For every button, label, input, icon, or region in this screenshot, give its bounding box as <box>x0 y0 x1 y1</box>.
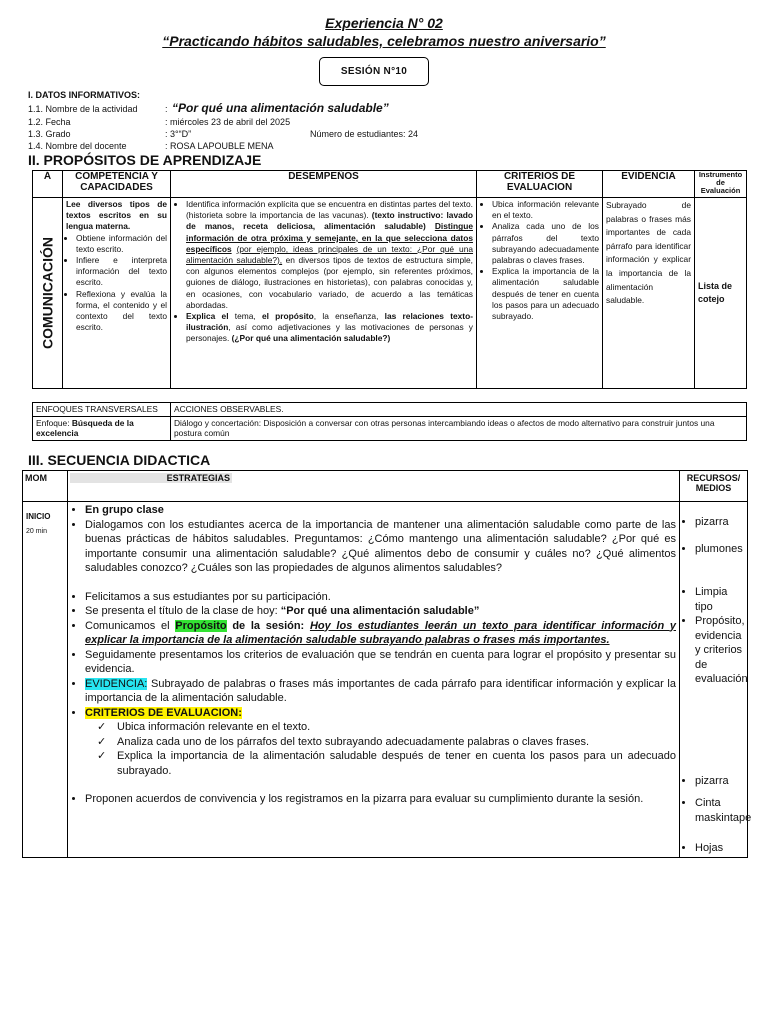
desempeno-item <box>186 311 473 345</box>
desempeno1-text-c: Distingue información de otra próxima y semejante, en la que selecciona datos específicos <box>186 221 473 254</box>
datos-label-grade: 1.3. Grado <box>28 129 71 139</box>
criterios-cell <box>477 198 603 389</box>
desempeno1-text-b: (texto instructivo: lavado de manos, receta deliciosa, alimentación saludable) <box>186 210 473 232</box>
desempeno1-text-e: en diversos tipos de textos de estructura simple, con algunos elementos complejos (por ejemplo, sin referentes próximos, guiones de diálogo, ilustraciones en historietas), con palabras conocidas y, en ocasiones, con vocabulario variado, de acuerdo a las temáticas abordadas. <box>186 255 473 310</box>
desempeno1-text-d: (por ejemplo, ideas principales de un texto: ¿Por qué una alimentación saludable?), <box>186 243 474 266</box>
enfoques-row <box>33 416 747 440</box>
datos-students: Número de estudiantes: 24 <box>310 129 419 139</box>
capacidad-item: • Reflexiona y evalúa la forma, el contenido y el contexto del texto escrito. <box>76 289 167 334</box>
p4-sesion: de la sesión: <box>232 619 305 632</box>
check-item: ✓ Explica la importancia de la alimentación saludable después de tener en cuenta los pasos para un adecuado subrayado. <box>117 749 676 778</box>
criterio-item: • Analiza cada uno de los párrafos del texto subrayando adecuadamente palabras o claves frases. <box>492 221 599 266</box>
capacidad-item: • Obtiene información del texto escrito. <box>76 233 167 255</box>
strategy-item: • Dialogamos con los estudiantes acerca de la importancia de mantener una alimentación saludable como parte de las buenas prácticas de hábitos saludables. Preguntamos: ¿Cómo mantengo una alimentación saludable? ¿Por qué es importante consumir una alimentación saludable? ¿Qué alimentos debo de consumir y cuáles no? ¿Qué alimentos saludables conozco? ¿Cuáles son las propiedades de algunos alimentos saludables? <box>85 518 676 576</box>
session-badge: SESIÓN N°10 <box>319 57 429 86</box>
secuencia-heading: III. SECUENCIA DIDACTICA <box>28 452 211 468</box>
datos-label-teacher: 1.4. Nombre del docente <box>28 141 127 151</box>
area-name: COMUNICACIÓN <box>38 237 55 349</box>
resource-item: • pizarra <box>695 515 744 530</box>
propositos-row <box>33 198 747 389</box>
desempeno-item <box>186 199 473 311</box>
strategy-item: • Proponen acuerdos de convivencia y los registramos en la pizarra para evaluar su cumplimiento durante la sesión. <box>85 792 676 807</box>
moment-time: 20 min <box>26 527 48 535</box>
competencia-cell <box>63 198 171 389</box>
moment-label: INICIO <box>26 512 51 521</box>
datos-label-activity: 1.1. Nombre de la actividad <box>28 104 138 114</box>
check-item: ✓ Analiza cada uno de los párrafos del texto subrayando adecuadamente palabras o claves frases. <box>117 735 676 750</box>
desempeno2-text-d: , la enseñanza, <box>313 311 379 322</box>
col-estrategias-cell <box>68 471 680 502</box>
propositos-header-row <box>33 171 747 198</box>
propositos-heading: II. PROPÓSITOS DE APRENDIZAJE <box>28 152 262 168</box>
instrumento-cell: Lista de cotejo <box>695 198 747 389</box>
col-instrumento: Instrumento de Evaluación <box>695 171 747 198</box>
desempenos-cell <box>171 198 477 389</box>
col-recursos: RECURSOS/ MEDIOS <box>680 471 748 502</box>
criterio-item: • Explica la importancia de la alimentación saludable después de tener en cuenta los pasos para un adecuado subrayado. <box>492 266 599 322</box>
desempeno2-text-e: las relaciones texto-ilustración <box>186 311 473 333</box>
p4-purpose-text: Hoy los estudiantes leerán un texto para identificar información y explicar la importancia de la alimentación saludable subrayando palabras o frases más importantes. <box>85 619 676 646</box>
resource-item: • plumones <box>695 542 744 557</box>
check-item: ✓ Ubica información relevante en el texto. <box>117 720 676 735</box>
desempeno1-text-a: Identifica información explícita que se encuentra en distintas partes del texto. (historieta sobre la importancia de las vacunas). <box>186 199 473 221</box>
p7-criterios: CRITERIOS DE EVALUACION: <box>85 706 242 719</box>
strategy-item <box>85 677 676 706</box>
p6-text: Subrayado de palabras o frases más importantes de cada párrafo para identificar información y explicar la importancia de la alimentación saludable. <box>85 677 676 704</box>
col-desempenos: DESEMPEÑOS <box>171 171 477 198</box>
enfoque-cell <box>33 416 171 440</box>
criterio-item: • Ubica información relevante en el texto. <box>492 199 599 221</box>
strategy-item <box>85 604 676 619</box>
desempeno2-text-g: (¿Por qué una alimentación saludable?) <box>231 333 391 344</box>
enfoques-header-row <box>33 403 747 417</box>
strategy-item <box>85 619 676 648</box>
moment-cell <box>23 502 68 858</box>
resource-item: • Propósito, evidencia y criterios de evaluación <box>695 614 744 687</box>
resource-item: • Limpia tipo <box>695 585 744 614</box>
datos-heading: I. DATOS INFORMATIVOS: <box>28 90 140 100</box>
area-cell <box>33 198 63 389</box>
secuencia-header-row <box>23 471 748 502</box>
strategy-item: • Felicitamos a sus estudiantes por su participación. <box>85 590 676 605</box>
p3-title: “Por qué una alimentación saludable” <box>280 605 480 617</box>
enfoques-table <box>32 402 747 441</box>
strategy-item <box>85 706 676 721</box>
p4-proposito: Propósito <box>175 619 227 632</box>
col-criterios: CRITERIOS DE EVALUACION <box>477 171 603 198</box>
experience-title: Experiencia N° 02 <box>325 15 443 31</box>
desempeno2-text-c: el propósito <box>261 311 314 322</box>
capacidad-item: • Infiere e interpreta información del texto escrito. <box>76 255 167 289</box>
competencia-title: Lee diversos tipos de textos escritos en su lengua materna. <box>66 199 167 232</box>
experience-subtitle: “Practicando hábitos saludables, celebramos nuestro aniversario” <box>162 33 606 49</box>
datos-activity-value: “Por qué una alimentación saludable” <box>172 101 389 115</box>
secuencia-row-inicio <box>23 502 748 858</box>
resource-item: • Hojas <box>695 841 744 856</box>
col-area: Á <box>33 171 63 198</box>
strategy-item: • Seguidamente presentamos los criterios de evaluación que se tendrán en cuenta para lograr el propósito y presentar su evidencia. <box>85 648 676 677</box>
evidencia-cell: Subrayado de palabras o frases más importantes de cada párrafo para identificar información y explicar la importancia de la alimentación saludable. <box>603 198 695 389</box>
col-estrategias: ESTRATEGIAS <box>70 473 232 483</box>
enfoque-value: Búsqueda de la excelencia <box>36 417 134 438</box>
resource-item: • pizarra <box>695 774 744 789</box>
secuencia-table <box>22 470 752 858</box>
p4-text: Comunicamos el <box>85 619 170 632</box>
datos-grade-value: : 3°“D” <box>165 129 192 139</box>
col-evidencia: EVIDENCIA <box>603 171 695 198</box>
enfoques-h2: ACCIONES OBSERVABLES. <box>171 403 747 417</box>
propositos-table <box>32 170 747 389</box>
recursos-cell <box>680 502 752 858</box>
enfoque-label: Enfoque: <box>36 417 70 428</box>
p6-evidencia: EVIDENCIA: <box>85 677 148 690</box>
desempeno2-text-f: , así como adjetivaciones y las motivaciones de personas y personajes. <box>186 322 473 344</box>
resource-item: • Cinta maskintape <box>695 796 744 825</box>
col-mom: MOM <box>23 471 68 502</box>
acciones-cell: Diálogo y concertación: Disposición a conversar con otras personas intercambiando ideas o afectos de modo alternativo para construir juntos una postura común <box>171 416 747 440</box>
datos-teacher-value: : ROSA LAPOUBLE MENA <box>165 141 274 151</box>
desempeno2-text-a: Explica el <box>186 311 229 322</box>
datos-label-date: 1.2. Fecha <box>28 117 71 127</box>
strategy-group: • En grupo clase <box>85 503 676 518</box>
datos-date-value: : miércoles 23 de abril del 2025 <box>165 117 291 127</box>
datos-activity-colon: : <box>165 104 168 114</box>
col-competencia: COMPETENCIA Y CAPACIDADES <box>63 171 171 198</box>
p3-text: Se presenta el título de la clase de hoy: <box>85 605 278 617</box>
enfoques-h1: ENFOQUES TRANSVERSALES <box>33 403 171 417</box>
estrategias-cell <box>68 502 680 858</box>
desempeno2-text-b: tema, <box>234 311 256 322</box>
